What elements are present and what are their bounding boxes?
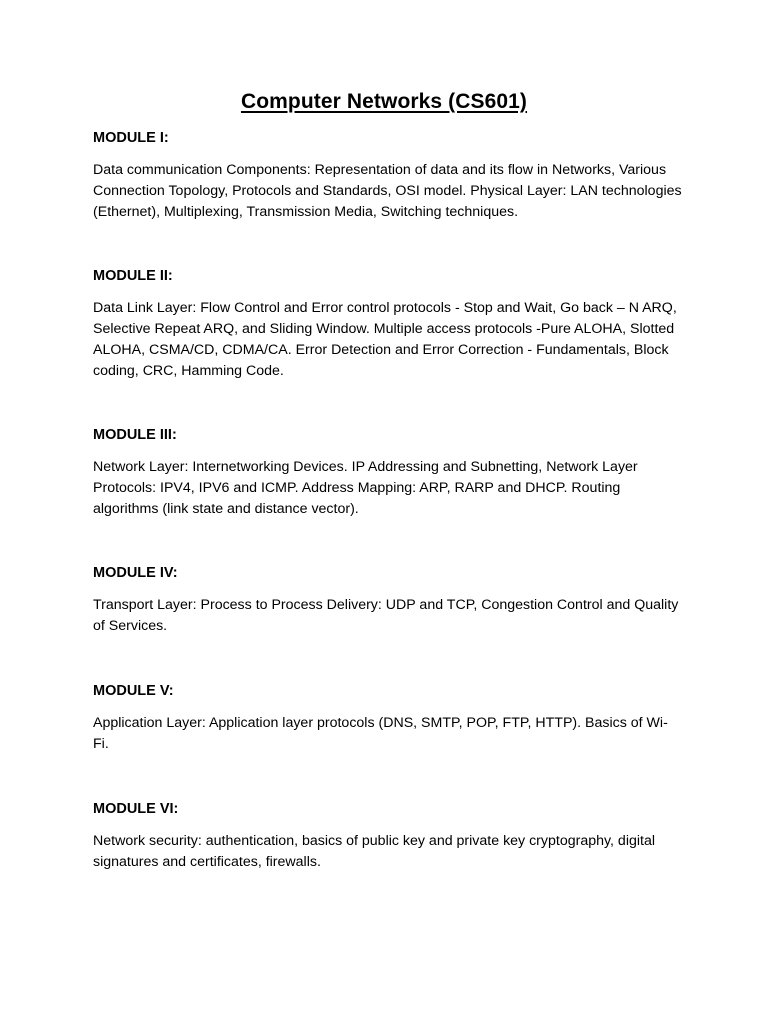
module-description: Application Layer: Application layer protocols (DNS, SMTP, POP, FTP, HTTP). Basics of Wi-Fi. <box>93 715 668 752</box>
module-4 <box>93 563 683 637</box>
module-heading: MODULE I: <box>93 130 169 146</box>
module-description: Network Layer: Internetworking Devices. IP Addressing and Subnetting, Network Layer Protocols: IPV4, IPV6 and ICMP. Address Mapping: ARP, RARP and DHCP. Routing algorithms (link state and distance vector). <box>93 459 638 517</box>
module-heading: MODULE V: <box>93 683 174 699</box>
module-heading: MODULE VI: <box>93 801 179 817</box>
module-2 <box>93 266 683 382</box>
module-3 <box>93 425 683 520</box>
module-description: Data Link Layer: Flow Control and Error control protocols - Stop and Wait, Go back – N ARQ, Selective Repeat ARQ, and Sliding Window. Multiple access protocols -Pure ALOHA, Slotted ALOHA, CSMA/CD, CDMA/CA. Error Detection and Error Correction - Fundamentals, Block coding, CRC, Hamming Code. <box>93 300 677 379</box>
module-5 <box>93 681 683 755</box>
module-6 <box>93 799 683 873</box>
module-description: Network security: authentication, basics of public key and private key cryptography, digital signatures and certificates, firewalls. <box>93 833 655 870</box>
module-heading: MODULE IV: <box>93 565 178 581</box>
module-heading: MODULE III: <box>93 427 177 443</box>
syllabus-content <box>93 128 683 873</box>
module-description: Transport Layer: Process to Process Delivery: UDP and TCP, Congestion Control and Quality of Services. <box>93 597 679 634</box>
module-1 <box>93 128 683 223</box>
module-heading: MODULE II: <box>93 268 173 284</box>
page-title: Computer Networks (CS601) <box>240 90 528 113</box>
module-description: Data communication Components: Representation of data and its flow in Networks, Various Connection Topology, Protocols and Standards, OSI model. Physical Layer: LAN technologies (Ethernet), Multiplexing, Transmission Media, Switching techniques. <box>93 162 682 220</box>
